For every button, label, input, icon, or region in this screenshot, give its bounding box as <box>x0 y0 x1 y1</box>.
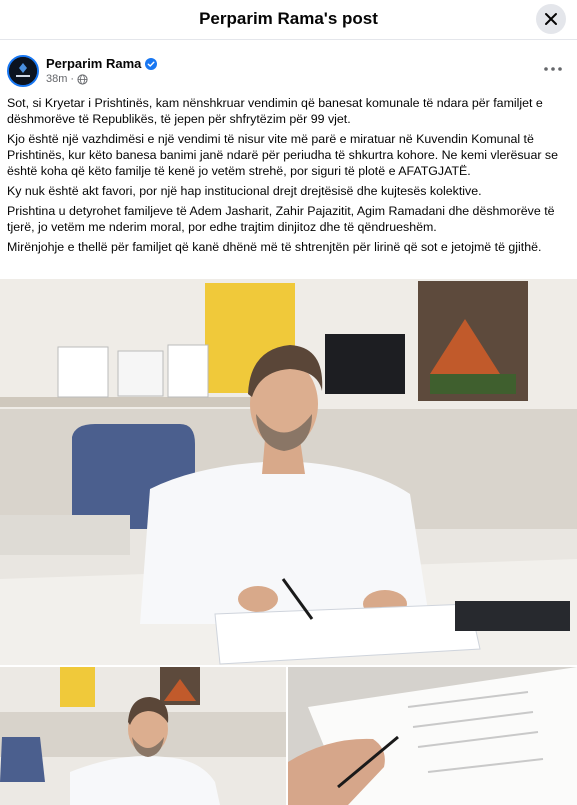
post-paragraph: Mirënjohje e thellë për familjet që kanë dhënë më të shtrenjtën për lirinë që sot e jetojmë të gjithë. <box>7 240 542 254</box>
post-author-row <box>0 47 577 93</box>
post-dialog-header <box>0 0 577 40</box>
more-options-button[interactable] <box>541 61 565 77</box>
verified-badge-icon <box>145 58 157 70</box>
meta-separator: · <box>70 73 75 85</box>
more-options-icon <box>544 67 562 71</box>
avatar[interactable] <box>7 55 39 87</box>
globe-icon[interactable] <box>77 74 88 85</box>
post-text <box>7 95 567 259</box>
dialog-title: Perparim Rama's post <box>199 9 378 28</box>
author-name[interactable]: Perparim Rama <box>46 56 142 71</box>
close-button[interactable] <box>536 4 566 34</box>
post-paragraph: Prishtina u detyrohet familjeve të Adem Jasharit, Zahir Pajazitit, Agim Ramadani dhe dëshmorëve të tjerë, jo vetëm me nderim moral, por edhe trajtim dinjitoz dhe të qëndrueshëm. <box>7 204 555 234</box>
post-photo-main[interactable] <box>0 279 577 665</box>
post-paragraph: Kjo është një vazhdimësi e një vendimi të nisur vite më parë e miratuar në Kuvendin Komunal të Prishtinës, kur këto banesa banimi janë ndarë për periudha të shkurtra kohore. Ne kemi vlerësuar se është koha që këto familje të kenë jo vetëm strehë, por siguri të plotë e AFATGJATË. <box>7 132 558 178</box>
close-icon <box>544 12 558 26</box>
post-photo-3[interactable] <box>288 667 577 805</box>
post-paragraph: Sot, si Kryetar i Prishtinës, kam nënshkruar vendimin që banesat komunale të ndara për familjet e dëshmorëve të Republikës, të jepen për shfrytëzim për 99 vjet. <box>7 96 543 126</box>
post-photo-2[interactable] <box>0 667 286 805</box>
post-paragraph: Ky nuk është akt favori, por një hap institucional drejt drejtësisë dhe kujtesës kolektive. <box>7 184 482 198</box>
avatar-logo-icon <box>9 57 37 85</box>
post-timestamp[interactable]: 38m <box>46 73 68 85</box>
